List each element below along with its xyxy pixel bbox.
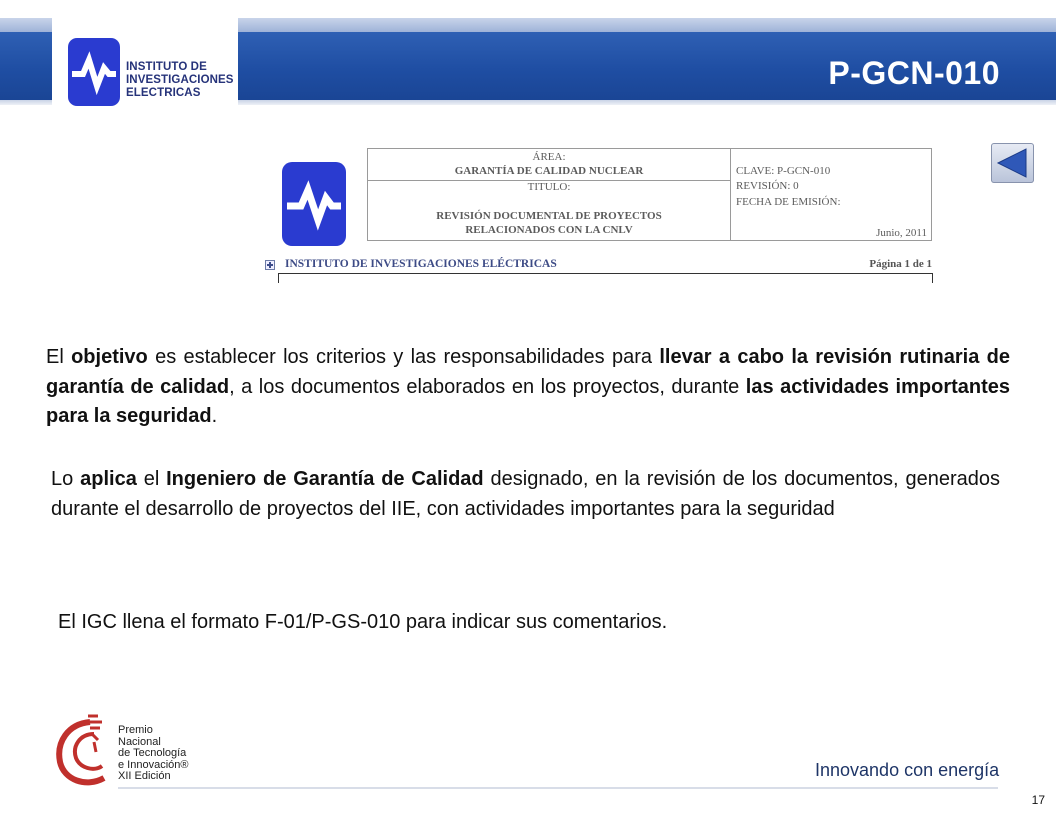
- text-run: Ingeniero de Garantía de Calidad: [166, 468, 484, 490]
- text-run: El: [46, 346, 72, 368]
- text-run: , a los documentos elaborados en los proyectos, durante: [229, 375, 746, 398]
- award-text: [118, 725, 189, 783]
- award-line-1: Premio: [118, 724, 153, 736]
- triangle-left-icon: [991, 143, 1034, 183]
- doc-rule: [278, 273, 933, 274]
- expand-plus-icon: [265, 260, 275, 270]
- text-run: llevar a cabo la revisión rutinaria de garantía de calidad: [46, 346, 1010, 398]
- back-button[interactable]: [991, 143, 1034, 183]
- area-value: GARANTÍA DE CALIDAD NUCLEAR: [454, 165, 644, 177]
- paragraph-objective: [46, 343, 1010, 432]
- iie-logo-icon: [68, 38, 120, 106]
- award-logo-icon: [50, 712, 120, 790]
- doc-rule-right-tick: [932, 273, 933, 283]
- text-run: objetivo: [71, 346, 148, 368]
- text-run: las actividades importantes para la seguridad: [46, 375, 1011, 427]
- institute-logo-text: [126, 61, 234, 100]
- page-indicator: Página 1 de 1: [869, 258, 932, 270]
- fecha-label: FECHA DE EMISIÓN:: [736, 196, 841, 208]
- document-header-table: [367, 148, 932, 241]
- title-line-2: RELACIONADOS CON LA CNLV: [465, 224, 633, 236]
- doc-logo-icon: [282, 162, 346, 246]
- text-run: .: [211, 405, 218, 427]
- doc-header-right-cell: [736, 149, 931, 240]
- award-line-3: de Tecnología: [118, 747, 187, 759]
- text-run: aplica: [80, 468, 137, 490]
- slide-page-number: 17: [1031, 793, 1045, 807]
- institute-line-3: ELECTRICAS: [126, 87, 201, 99]
- text-run: designado, en la revisión de los documentos, generados durante el desarrollo de proyectos del IIE, con actividades importantes para la seguridad: [51, 468, 1001, 520]
- doc-header-left-cell: [368, 149, 731, 240]
- institute-line-2: INVESTIGACIONES: [126, 74, 234, 86]
- institute-line-1: INSTITUTO DE: [126, 61, 207, 73]
- fecha-value: Junio, 2011: [876, 227, 927, 239]
- title-line-1: REVISIÓN DOCUMENTAL DE PROYECTOS: [436, 210, 662, 222]
- doc-rule-left-tick: [278, 273, 279, 283]
- footer-line: [118, 787, 998, 789]
- award-line-5: XII Edición: [118, 770, 171, 782]
- clave-text: CLAVE: P-GCN-010: [736, 165, 831, 177]
- award-line-2: Nacional: [118, 735, 161, 748]
- text-run: el: [136, 468, 167, 490]
- footer-slogan: Innovando con energía: [815, 760, 1000, 780]
- document-code: P-GCN-010: [828, 55, 1000, 91]
- revision-text: REVISIÓN: 0: [736, 180, 799, 192]
- text-run: es establecer los criterios y las responsabilidades para: [147, 346, 660, 368]
- area-label: ÁREA:: [532, 151, 566, 163]
- paragraph-igc: El IGC llena el formato F-01/P-GS-010 para indicar sus comentarios.: [58, 611, 668, 633]
- paragraph-application: [51, 465, 1000, 524]
- title-label: TITULO:: [527, 181, 571, 193]
- text-run: Lo: [51, 468, 81, 490]
- award-line-4: e Innovación®: [118, 758, 189, 771]
- institute-name: INSTITUTO DE INVESTIGACIONES ELÉCTRICAS: [285, 258, 557, 270]
